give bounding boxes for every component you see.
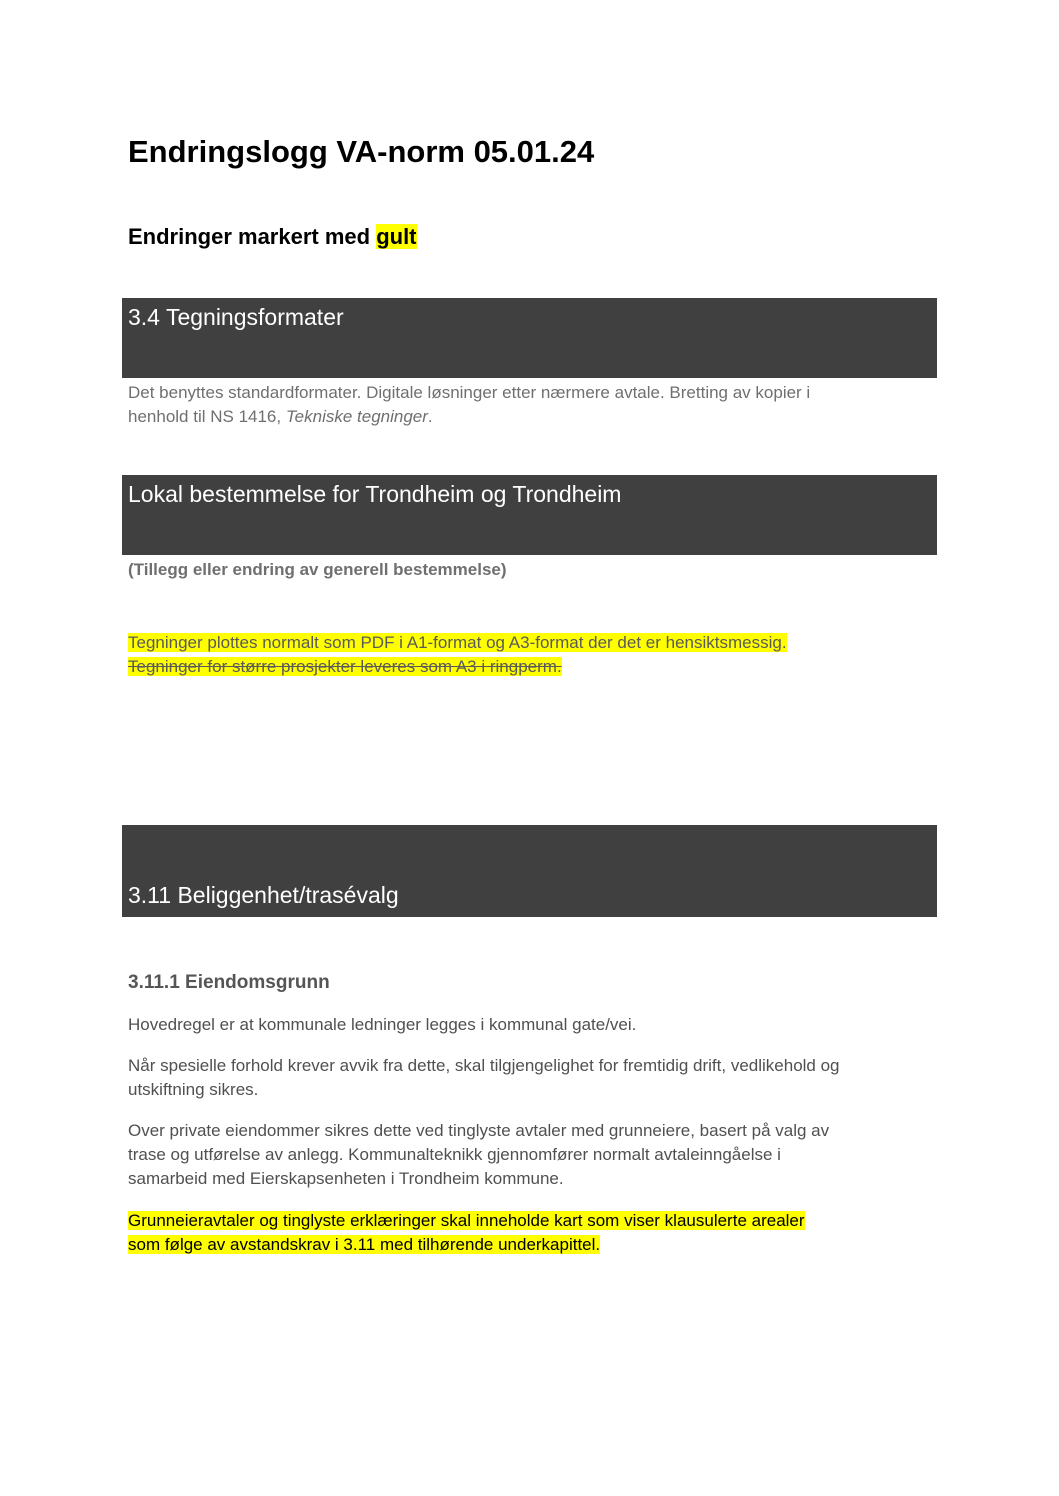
section-3-4-line-2a: henhold til NS 1416,	[128, 407, 286, 426]
section-3-4-line-2-italic: Tekniske tegninger	[285, 407, 428, 426]
section-3-4-paragraph	[128, 381, 928, 429]
subsection-header-3-11-1: 3.11.1 Eiendomsgrunn	[128, 972, 330, 993]
para-3-line-1: Over private eiendommer sikres dette ved tinglyste avtaler med grunneiere, basert på valg av	[128, 1121, 830, 1140]
local-note: (Tillegg eller endring av generell bestemmelse)	[128, 560, 507, 579]
para-2-line-1: Når spesielle forhold krever avvik fra dette, skal tilgjengelighet for fremtidig drift, vedlikehold og	[128, 1056, 840, 1075]
section-3-4-line-1: Det benyttes standardformater. Digitale løsninger etter nærmere avtale. Bretting av kopier i	[128, 383, 811, 402]
para-3-line-3: samarbeid med Eierskapsenheten i Trondheim kommune.	[128, 1169, 564, 1188]
local-highlight-paragraph	[128, 631, 928, 679]
para-2-line-2: utskiftning sikres.	[128, 1080, 259, 1099]
section-header-3-11-text: 3.11 Beliggenhet/trasévalg	[128, 882, 399, 908]
document-title: Endringslogg VA-norm 05.01.24	[128, 134, 595, 169]
para-3-line-2: trase og utførelse av anlegg. Kommunalteknikk gjennomfører normalt avtaleinngåelse i	[128, 1145, 781, 1164]
section-3-11-paragraph-4-highlighted	[128, 1209, 928, 1257]
section-header-3-11	[122, 825, 937, 917]
document-subtitle	[128, 222, 417, 252]
subtitle-text: Endringer markert med	[128, 224, 377, 249]
section-3-4-line-2c: .	[427, 407, 433, 426]
section-3-11-paragraph-2	[128, 1054, 928, 1102]
para-4-line-2: som følge av avstandskrav i 3.11 med tilhørende underkapittel.	[128, 1235, 601, 1254]
section-3-11-paragraph-3	[128, 1119, 928, 1191]
section-3-11-paragraph-1: Hovedregel er at kommunale ledninger legges i kommunal gate/vei.	[128, 1015, 637, 1034]
section-header-3-4: 3.4 Tegningsformater	[122, 298, 937, 378]
para-4-line-1: Grunneieravtaler og tinglyste erklæringer skal inneholde kart som viser klausulerte arealer	[128, 1211, 805, 1230]
section-header-local: Lokal bestemmelse for Trondheim og Trondheim	[122, 475, 937, 555]
local-highlight-line-2-struck: Tegninger for større prosjekter leveres som A3 i ringperm.	[128, 657, 562, 676]
subtitle-highlight-word: gult	[376, 224, 417, 249]
local-highlight-line-1: Tegninger plottes normalt som PDF i A1-format og A3-format der det er hensiktsmessig.	[128, 633, 787, 652]
